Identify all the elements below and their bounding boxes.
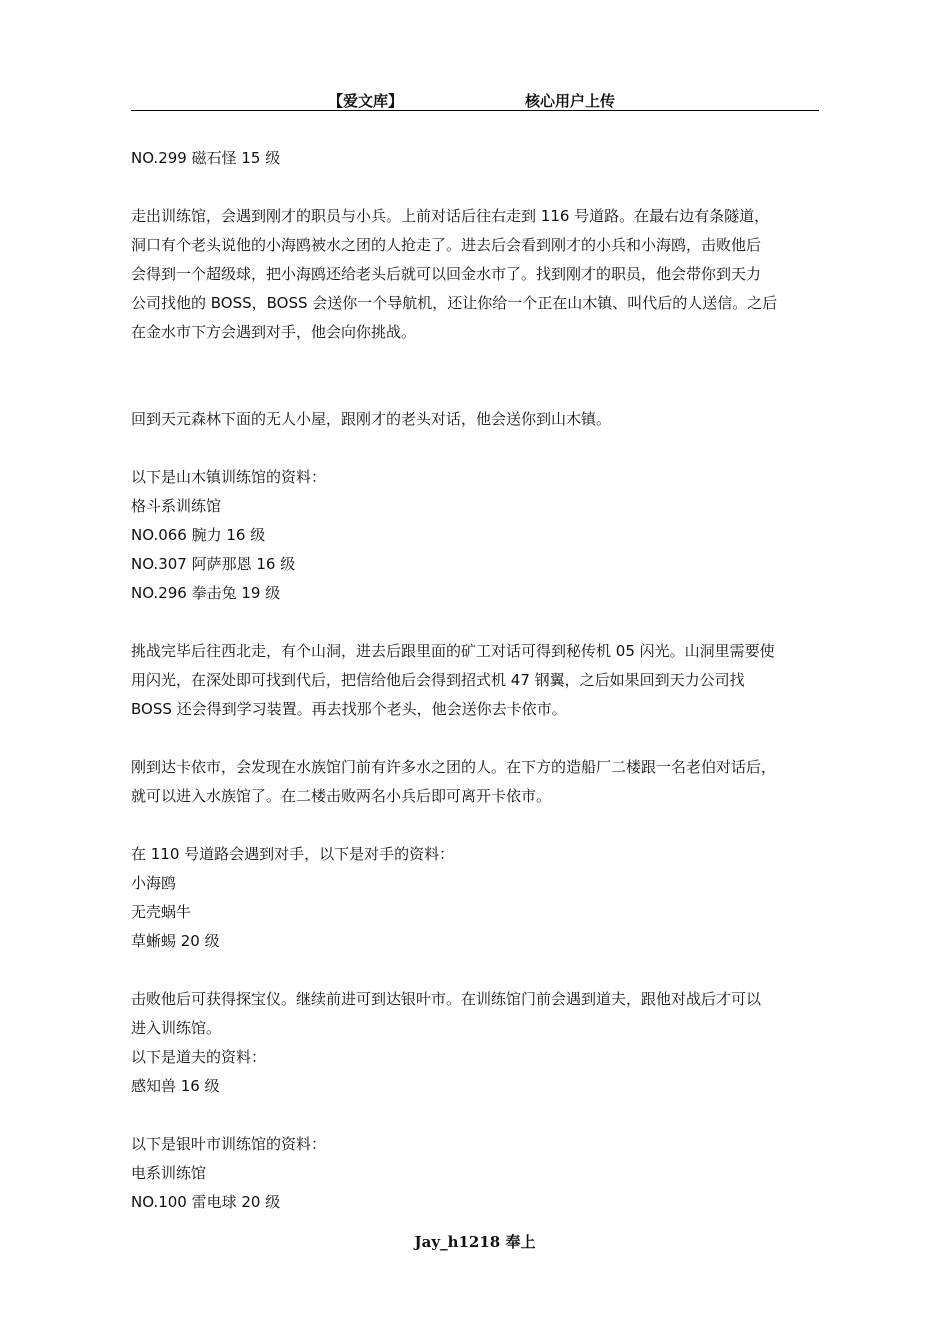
text-line [131, 956, 831, 985]
text-line: 以下是道夫的资料： [131, 1048, 267, 1066]
text-line: 进入训练馆。 [131, 1019, 222, 1037]
text-line: 小海鸥 [131, 874, 177, 892]
document-body [131, 144, 831, 1217]
page-header [131, 88, 819, 111]
header-upload-note: 核心用户上传 [525, 92, 616, 110]
text-line: NO.066 腕力 16 级 [131, 526, 266, 544]
text-line: 以下是银叶市训练馆的资料： [131, 1135, 327, 1153]
text-line: 击败他后可获得探宝仪。继续前进可到达银叶市。在训练馆门前会遇到道夫，跟他对战后才可以 [131, 990, 762, 1008]
text-line [131, 811, 831, 840]
text-line: 回到天元森林下面的无人小屋，跟刚才的老头对话，他会送你到山木镇。 [131, 410, 612, 428]
page-footer: Jay_h1218 奉上 [414, 1233, 536, 1251]
text-line: NO.307 阿萨那恩 16 级 [131, 555, 296, 573]
text-line: 在 110 号道路会遇到对手，以下是对手的资料： [131, 845, 455, 863]
text-line [131, 347, 831, 376]
text-line: BOSS 还会得到学习装置。再去找那个老头，他会送你去卡依市。 [131, 700, 567, 718]
text-line [131, 434, 831, 463]
text-line: 草蜥蜴 20 级 [131, 932, 220, 950]
text-line: 走出训练馆，会遇到刚才的职员与小兵。上前对话后往右走到 116 号道路。在最右边有条隧道， [131, 207, 770, 225]
text-line: 无壳蜗牛 [131, 903, 192, 921]
text-line: 在金水市下方会遇到对手，他会向你挑战。 [131, 323, 417, 341]
text-line [131, 376, 831, 405]
text-line: 以下是山木镇训练馆的资料： [131, 468, 327, 486]
text-line: 会得到一个超级球，把小海鸥还给老头后就可以回金水市了。找到刚才的职员，他会带你到天力 [131, 265, 762, 283]
text-line: 格斗系训练馆 [131, 497, 222, 515]
text-line: 洞口有个老头说他的小海鸥被水之团的人抢走了。进去后会看到刚才的小兵和小海鸥，击败他后 [131, 236, 762, 254]
text-line: 就可以进入水族馆了。在二楼击败两名小兵后即可离开卡依市。 [131, 787, 552, 805]
text-line: 刚到达卡依市，会发现在水族馆门前有许多水之团的人。在下方的造船厂二楼跟一名老伯对话后， [131, 758, 777, 776]
text-line: 电系训练馆 [131, 1164, 207, 1182]
text-line [131, 608, 831, 637]
header-site-name: 【爱文库】 [328, 92, 404, 110]
text-line [131, 724, 831, 753]
text-line: 挑战完毕后往西北走，有个山洞，进去后跟里面的矿工对话可得到秘传机 05 闪光。山洞里需要使 [131, 642, 775, 660]
text-line: NO.296 拳击兔 19 级 [131, 584, 281, 602]
text-line: 用闪光，在深处即可找到代后，把信给他后会得到招式机 47 钢翼，之后如果回到天力公司找 [131, 671, 745, 689]
text-line: 公司找他的 BOSS，BOSS 会送你一个导航机，还让你给一个正在山木镇、叫代后的人送信。之后 [131, 294, 778, 312]
text-line: NO.299 磁石怪 15 级 [131, 149, 281, 167]
text-line: 感知兽 16 级 [131, 1077, 220, 1095]
text-line [131, 173, 831, 202]
text-line [131, 1101, 831, 1130]
text-line: NO.100 雷电球 20 级 [131, 1193, 281, 1211]
